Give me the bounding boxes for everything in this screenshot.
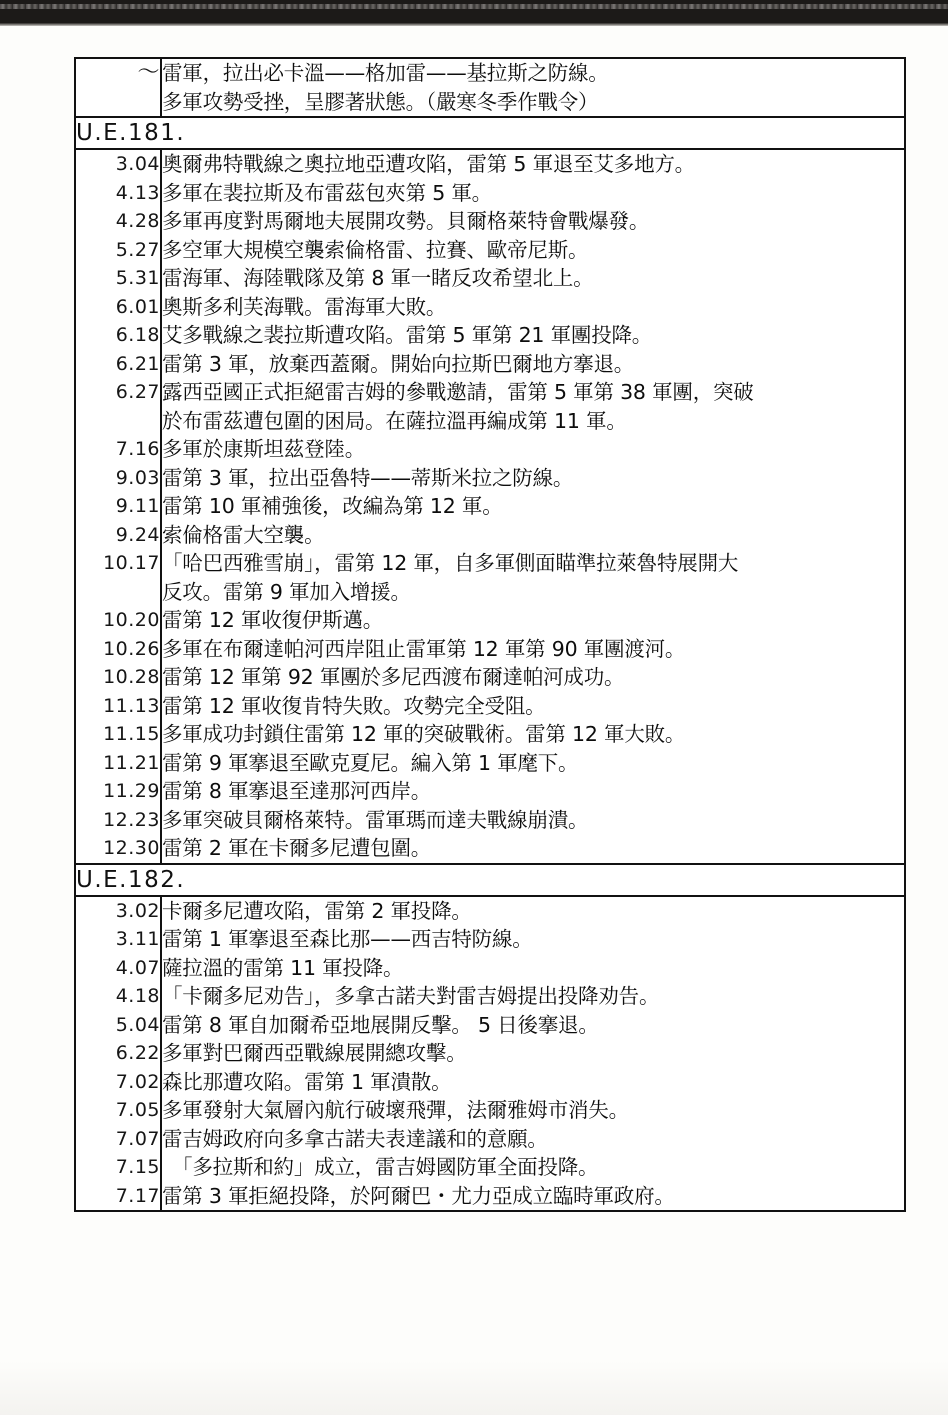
entry-text: 雷第 3 軍，放棄西蓋爾。開始向拉斯巴爾地方搴退。	[162, 351, 635, 376]
entries-block	[75, 58, 905, 117]
entry-text: 雷第 12 軍收復伊斯邁。	[162, 608, 384, 632]
entry-text: 卡爾多尼遭攻陷，雷第 2 軍投降。	[162, 898, 472, 923]
entry-text-continuation: 於布雷茲遭包圍的困局。在薩拉溫再編成第 11 軍。	[162, 408, 627, 433]
entry-date: 6.27	[115, 381, 160, 403]
entry-date: 6.21	[115, 352, 160, 375]
entries-block	[75, 896, 905, 1212]
entry-text: 雷第 12 軍收復肯特失敗。攻勢完全受阻。	[162, 693, 546, 718]
scan-edge-top	[0, 0, 948, 26]
entry-text: 索倫格雷大空襲。	[162, 522, 325, 547]
entry-text: 森比那遭攻陷。雷第 1 軍潰散。	[162, 1069, 452, 1094]
entry-text: 雷第 1 軍搴退至森比那——西吉特防線。	[162, 927, 533, 951]
entry-text: 多軍成功封鎖住雷第 12 軍的突破戰術。雷第 12 軍大敗。	[162, 722, 686, 746]
entry-date: 6.18	[115, 324, 160, 346]
entry-text: 雷軍，拉出必卡溫——格加雷——基拉斯之防線。	[162, 61, 609, 85]
entries-block	[75, 149, 905, 864]
entry-text: 薩拉溫的雷第 11 軍投降。	[162, 955, 404, 980]
entry-text: 雷第 8 軍自加爾希亞地展開反擊。 5 日後搴退。	[162, 1012, 599, 1037]
entry-text: 「卡爾多尼劝告」，多拿古諾夫對雷吉姆提出投降劝告。	[162, 984, 660, 1008]
entry-text: 「多拉斯和約」成立，雷吉姆國防軍全面投降。	[162, 1155, 599, 1179]
entry-text: 雷海軍、海陸戰隊及第 8 軍一睹反攻希望北上。	[162, 266, 594, 290]
era-label: U.E.182.	[75, 864, 905, 896]
chronology-table-container	[74, 57, 904, 1212]
entry-date: 9.11	[115, 495, 160, 517]
entry-text: 雷第 10 軍補強後，改編為第 12 軍。	[162, 494, 503, 518]
entry-date: 5.04	[115, 1013, 160, 1036]
entry-date: 4.13	[115, 181, 160, 204]
entry-date: 7.02	[115, 1070, 160, 1093]
entry-date: 4.18	[115, 985, 160, 1007]
entry-text: 露西亞國正式拒絕雷吉姆的參戰邀請，雷第 5 軍第 38 軍團，突破	[162, 380, 754, 404]
entry-date: 4.28	[115, 210, 160, 232]
entry-text: 雷第 2 軍在卡爾多尼遭包圍。	[162, 836, 432, 860]
entry-date: 7.15	[115, 1156, 160, 1178]
entry-text: 多軍突破貝爾格萊特。雷軍瑪而達夫戰線崩潰。	[162, 807, 589, 832]
entry-text: 雷第 9 軍搴退至歐克夏尼。編入第 1 軍麾下。	[162, 750, 579, 775]
entry-date: ～	[137, 60, 160, 85]
event-column	[161, 58, 905, 117]
entry-date: 9.24	[115, 523, 160, 546]
entry-text: 雷第 8 軍搴退至達那河西岸。	[162, 779, 432, 803]
entry-date: 10.20	[103, 609, 160, 631]
era-heading-row	[75, 864, 905, 896]
entry-date: 3.11	[115, 928, 160, 950]
entry-date-continuation	[76, 407, 160, 436]
chronology-table-body	[75, 58, 905, 1211]
entry-date: 10.28	[103, 666, 160, 688]
entry-date: 5.31	[115, 267, 160, 289]
entry-date: 11.15	[103, 723, 160, 745]
entry-date: 7.05	[115, 1099, 160, 1121]
date-column	[75, 149, 161, 864]
date-column	[75, 896, 161, 1212]
chronology-table	[74, 57, 906, 1212]
entry-date: 11.13	[103, 694, 160, 717]
entry-date: 3.02	[115, 899, 160, 922]
entry-text: 多軍在布爾達帕河西岸阻止雷軍第 12 軍第 90 軍團渡河。	[162, 636, 686, 661]
entry-text: 雷第 12 軍第 92 軍團於多尼西渡布爾達帕河成功。	[162, 665, 625, 689]
entry-date: 11.21	[103, 751, 160, 774]
entry-date-continuation	[76, 578, 160, 607]
entry-date: 7.16	[115, 438, 160, 460]
entry-text: 雷第 3 軍拒絕投降，於阿爾巴・尤力亞成立臨時軍政府。	[162, 1183, 675, 1208]
entry-date: 6.22	[115, 1042, 160, 1064]
date-column	[75, 58, 161, 117]
entry-date: 3.04	[115, 153, 160, 175]
entry-text: 多軍發射大氣層內航行破壞飛彈，法爾雅姆市消失。	[162, 1098, 629, 1122]
entry-text: 「哈巴西雅雪崩」，雷第 12 軍，自多軍側面瞄準拉萊魯特展開大	[162, 551, 739, 575]
entry-date-continuation	[76, 88, 160, 117]
event-column	[161, 896, 905, 1212]
entry-date: 10.26	[103, 637, 160, 660]
entry-date: 9.03	[115, 466, 160, 489]
era-label: U.E.181.	[75, 117, 905, 149]
era-heading-row	[75, 117, 905, 149]
entry-text: 多軍於康斯坦茲登陸。	[162, 437, 365, 461]
entry-text: 多軍對巴爾西亞戰線展開總攻擊。	[162, 1041, 467, 1065]
entry-text-continuation: 反攻。雷第 9 軍加入增援。	[162, 579, 411, 604]
entry-date: 5.27	[115, 238, 160, 261]
event-column	[161, 149, 905, 864]
entry-date: 6.01	[115, 295, 160, 318]
entry-text: 多空軍大規模空襲索倫格雷、拉賽、歐帝尼斯。	[162, 237, 589, 262]
entry-text: 艾多戰線之裴拉斯遭攻陷。雷第 5 軍第 21 軍團投降。	[162, 323, 653, 347]
entry-text: 奧爾弗特戰線之奧拉地亞遭攻陷，雷第 5 軍退至艾多地方。	[162, 152, 695, 176]
entry-text: 多軍在裴拉斯及布雷茲包夾第 5 軍。	[162, 180, 492, 205]
entry-text: 奧斯多利芙海戰。雷海軍大敗。	[162, 294, 447, 319]
entry-date: 10.17	[103, 552, 160, 574]
entry-date: 7.17	[115, 1184, 160, 1207]
entry-date: 7.07	[115, 1127, 160, 1150]
scan-edge-bottom	[0, 1361, 948, 1415]
entry-date: 12.23	[103, 808, 160, 831]
entry-date: 4.07	[115, 956, 160, 979]
entry-date: 11.29	[103, 780, 160, 802]
entry-text-continuation: 多軍攻勢受挫，呈膠著狀態。（嚴寒冬季作戰令）	[162, 89, 599, 114]
entry-text: 雷第 3 軍，拉出亞魯特——蒂斯米拉之防線。	[162, 465, 574, 490]
entry-date: 12.30	[103, 837, 160, 859]
entry-text: 多軍再度對馬爾地夫展開攻勢。貝爾格萊特會戰爆發。	[162, 209, 650, 233]
entry-text: 雷吉姆政府向多拿古諾夫表達議和的意願。	[162, 1126, 548, 1151]
